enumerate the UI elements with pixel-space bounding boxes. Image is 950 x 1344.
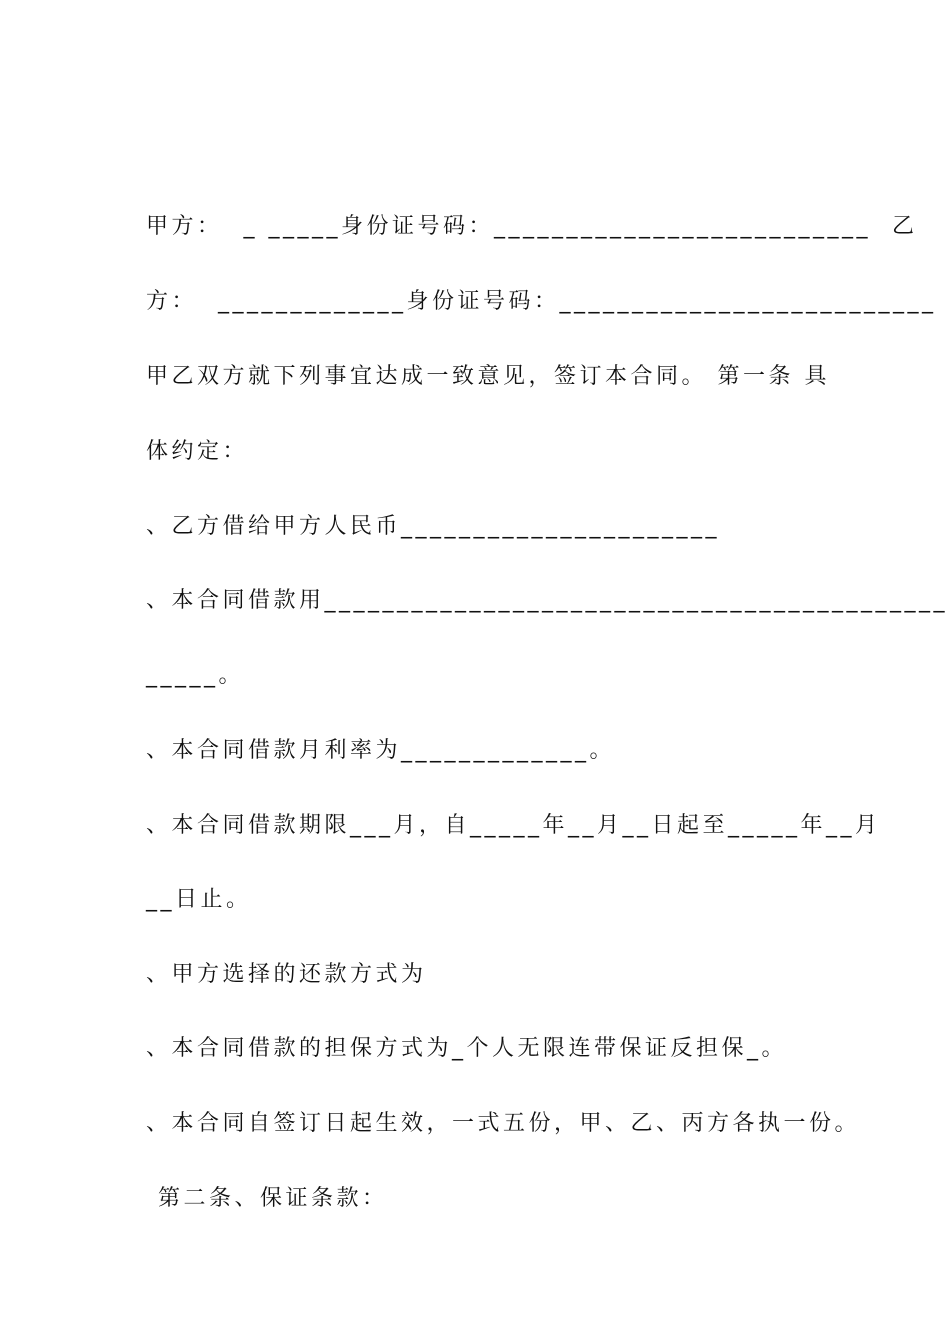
effectiveness-clause: 、本合同自签订日起生效，一式五份，甲、乙、丙方各执一份。 xyxy=(146,1111,861,1136)
party-b-line: 方： _____________身份证号码：__________________________ xyxy=(146,289,937,314)
interest-rate-clause: 、本合同借款月利率为_____________。 xyxy=(146,738,616,763)
loan-purpose-clause: 、本合同借款用___________________________________________ xyxy=(146,588,949,613)
loan-term-clause: 、本合同借款期限___月，自_____年__月__日起至_____年__月 xyxy=(146,813,881,838)
agreement-intro-cont: 体约定： xyxy=(146,439,249,464)
loan-purpose-cont: _____。 xyxy=(146,663,245,688)
guarantee-clause: 、本合同借款的担保方式为_个人无限连带保证反担保_。 xyxy=(146,1036,788,1061)
loan-amount-clause: 、乙方借给甲方人民币______________________ xyxy=(146,514,721,539)
loan-term-cont: __日止。 xyxy=(146,887,252,912)
section-two-heading: 第二条、保证条款： xyxy=(158,1186,388,1211)
party-a-line: 甲方： _ _____身份证号码：__________________________ 乙 xyxy=(146,214,918,239)
repayment-clause: 、甲方选择的还款方式为 xyxy=(146,962,427,987)
agreement-intro-line: 甲乙双方就下列事宜达成一致意见，签订本合同。 第一条 具 xyxy=(146,364,830,389)
